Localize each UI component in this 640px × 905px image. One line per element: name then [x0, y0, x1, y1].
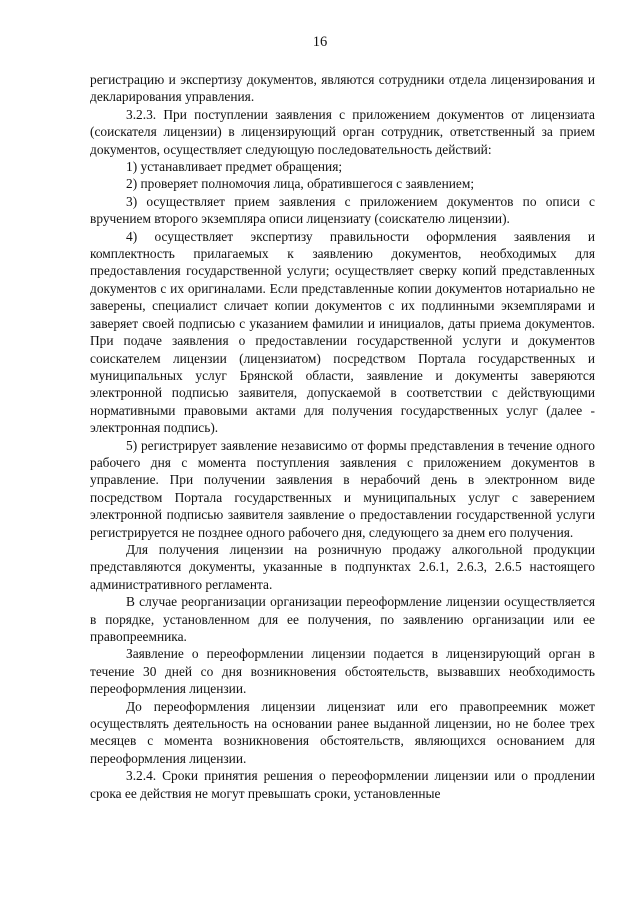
list-item-1: 1) устанавливает предмет обращения;	[126, 159, 343, 175]
list-item-3: 3) осуществляет прием заявления с приложением документов по описи с вручением второго экземпляра описи лицензиату (соискателю лицензии).	[90, 193, 595, 227]
paragraph-license-documents: Для получения лицензии на розничную продажу алкогольной продукции представляются документы, указанные в подпунктах 2.6.1, 2.6.3, 2.6.5 настоящего административного регламента.	[90, 541, 595, 592]
page-number: 16	[312, 34, 328, 50]
list-item-5: 5) регистрирует заявление независимо от формы представления в течение одного рабочего дня с момента поступления заявления с приложением документов в управление. При получении заявления в нерабочий день в электронном виде посредством Портала государственных и муниципальных услуг с заверением электронной подписью заявителя заявление о предоставлении государственной услуги регистрируется не позднее одного рабочего дня, следующего за днем его получения.	[90, 437, 595, 540]
body-text	[90, 71, 595, 802]
paragraph-before-reissue: До переоформления лицензии лицензиат или его правопреемник может осуществлять деятельность на основании ранее выданной лицензии, но не более трех месяцев с момента возникновения обстоятельств, являющихся основанием для переоформления лицензии.	[90, 698, 595, 766]
paragraph-continuation: регистрацию и экспертизу документов, являются сотрудники отдела лицензирования и декларирования управления.	[90, 72, 595, 105]
list-item-2: 2) проверяет полномочия лица, обратившегося с заявлением;	[126, 176, 475, 192]
paragraph-3-2-3: 3.2.3. При поступлении заявления с приложением документов от лицензиата (соискателя лицензии) в лицензирующий орган сотрудник, ответственный за прием документов, осуществляет следующую последовательность действий:	[90, 106, 595, 157]
paragraph-reorganization: В случае реорганизации организации переоформление лицензии осуществляется в порядке, установленном для ее получения, по заявлению организации или ее правопреемника.	[90, 594, 595, 644]
paragraph-reissue-application: Заявление о переоформлении лицензии подается в лицензирующий орган в течение 30 дней со дня возникновения обстоятельств, вызвавших необходимость переоформления лицензии.	[90, 646, 595, 697]
paragraph-3-2-4: 3.2.4. Сроки принятия решения о переоформлении лицензии или о продлении срока ее действия не могут превышать сроки, установленные	[90, 768, 595, 801]
list-item-4: 4) осуществляет экспертизу правильности оформления заявления и комплектность прилагаемых к заявлению документов, необходимых для предоставления государственной услуги; осуществляет сверку копий представленных документов с их оригиналами. Если представленные копии документов нотариально не заверены, специалист сличает копии документов с их подлинными экземплярами и заверяет своей подписью с указанием фамилии и инициалов, даты приема документов. При подаче заявления о предоставлении государственной услуги и документов соискателем лицензии (лицензиатом) посредством Портала государственных и муниципальных услуг Брянской области, заявление и документы заверяются электронной подписью заявителя, допускаемой в соответствии с действующими нормативными правовыми актами для получения государственных услуг (далее - электронная подпись).	[90, 228, 595, 436]
